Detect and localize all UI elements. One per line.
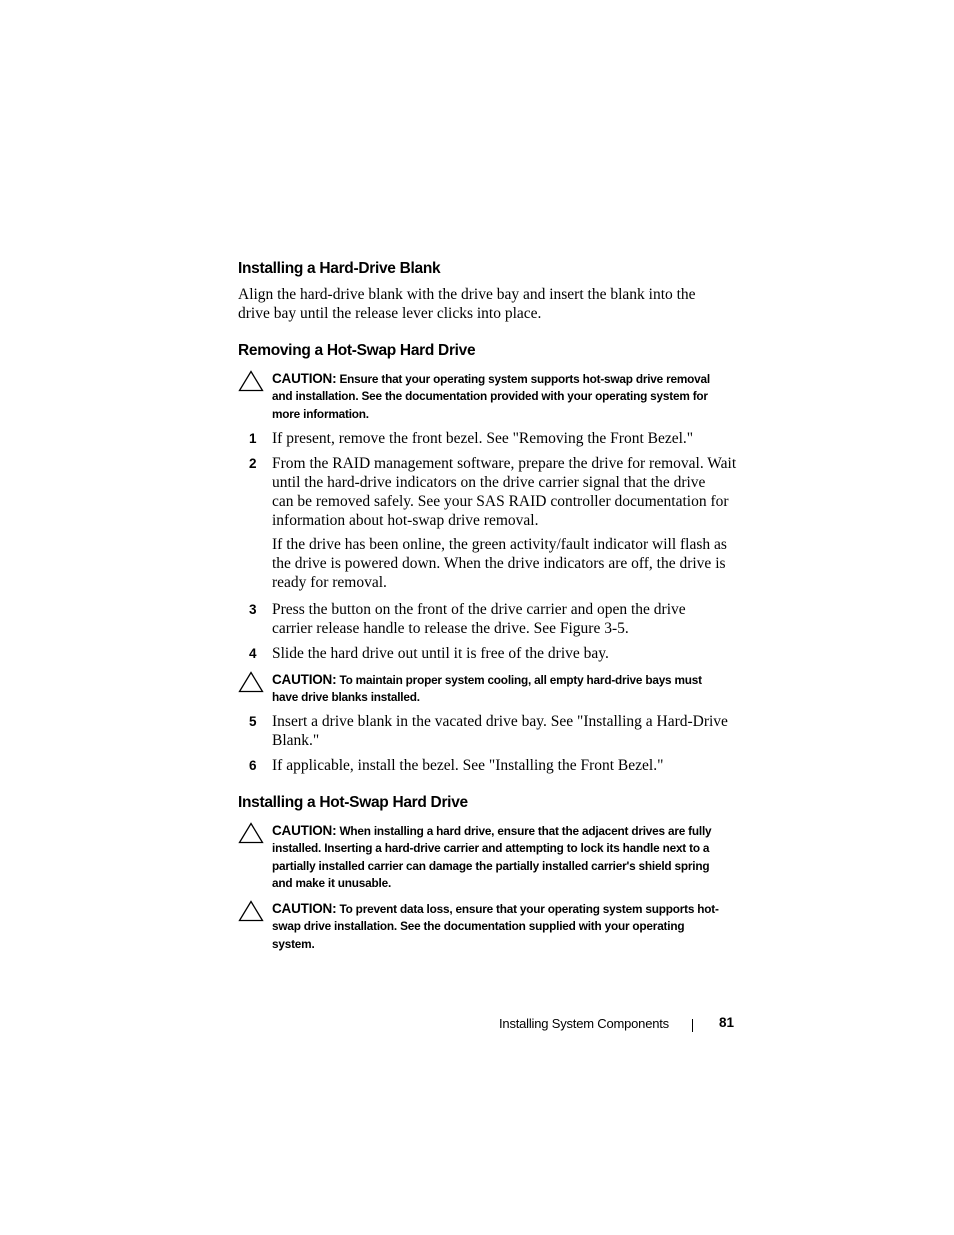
footer-divider	[692, 1019, 693, 1032]
section-heading-installing: Installing a Hot-Swap Hard Drive	[238, 794, 468, 811]
caution-line: more information.	[272, 406, 369, 421]
step-text	[272, 454, 736, 530]
step-line: the drive is powered down. When the drive indicators are off, the drive is	[272, 555, 726, 572]
step-text	[272, 600, 686, 638]
step-line: carrier release handle to release the drive. See Figure 3-5.	[272, 620, 629, 637]
step-line: information about hot-swap drive removal.	[272, 512, 539, 529]
caution-line: installed. Inserting a hard-drive carrier and attempting to lock its handle next to a	[272, 841, 710, 856]
caution-label: CAUTION:	[272, 901, 337, 916]
step-line: From the RAID management software, prepare the drive for removal. Wait	[272, 455, 737, 472]
caution-line: have drive blanks installed.	[272, 690, 420, 705]
footer-section-title: Installing System Components	[499, 1016, 669, 1031]
caution-text	[272, 822, 711, 892]
step-text	[272, 644, 609, 663]
section-heading-removing: Removing a Hot-Swap Hard Drive	[238, 342, 476, 359]
step-number: 6	[249, 758, 257, 773]
step-line: Blank."	[272, 732, 320, 749]
step-line: ready for removal.	[272, 574, 387, 591]
step-line: Slide the hard drive out until it is free of the drive bay.	[272, 645, 609, 662]
caution-label: CAUTION:	[272, 371, 337, 386]
step-number: 5	[249, 714, 257, 729]
step-text	[272, 712, 728, 750]
step-text	[272, 756, 663, 775]
step-line: until the hard-drive indicators on the drive carrier signal that the drive	[272, 474, 706, 491]
caution-line: system.	[272, 936, 315, 951]
blank-paragraph	[238, 285, 696, 323]
step-line: If the drive has been online, the green activity/fault indicator will flash as	[272, 536, 727, 553]
caution-line: and make it unusable.	[272, 875, 392, 890]
step-number: 1	[249, 431, 257, 446]
step-number: 3	[249, 602, 257, 617]
step-number: 2	[249, 456, 257, 471]
step-line: can be removed safely. See your SAS RAID controller documentation for	[272, 493, 729, 510]
caution-label: CAUTION:	[272, 672, 337, 687]
caution-triangle-icon	[238, 671, 264, 693]
paragraph-line: Align the hard-drive blank with the drive bay and insert the blank into the	[238, 286, 696, 303]
caution-triangle-icon	[238, 370, 264, 392]
step-line: If present, remove the front bezel. See "Removing the Front Bezel."	[272, 430, 694, 447]
step-text	[272, 429, 693, 448]
caution-line: and installation. See the documentation provided with your operating system for	[272, 389, 708, 404]
caution-text	[272, 370, 710, 423]
caution-line: swap drive installation. See the documentation supplied with your operating	[272, 919, 685, 934]
step-line: Insert a drive blank in the vacated drive bay. See "Installing a Hard-Drive	[272, 713, 728, 730]
step-number: 4	[249, 646, 257, 661]
caution-text	[272, 900, 719, 953]
step-text	[272, 535, 727, 592]
caution-line: To prevent data loss, ensure that your operating system supports hot-	[339, 902, 719, 916]
caution-triangle-icon	[238, 900, 264, 922]
caution-text	[272, 671, 702, 707]
step-line: If applicable, install the bezel. See "Installing the Front Bezel."	[272, 757, 664, 774]
section-heading-blank: Installing a Hard-Drive Blank	[238, 260, 441, 277]
caution-line: partially installed carrier can damage the partially installed carrier's shield spring	[272, 858, 710, 873]
caution-line: Ensure that your operating system supports hot-swap drive removal	[339, 372, 710, 386]
step-line: Press the button on the front of the drive carrier and open the drive	[272, 601, 686, 618]
caution-label: CAUTION:	[272, 823, 337, 838]
page-number: 81	[719, 1015, 735, 1030]
caution-triangle-icon	[238, 822, 264, 844]
caution-line: To maintain proper system cooling, all empty hard-drive bays must	[339, 673, 702, 687]
paragraph-line: drive bay until the release lever clicks into place.	[238, 305, 542, 322]
caution-line: When installing a hard drive, ensure that the adjacent drives are fully	[339, 824, 712, 838]
